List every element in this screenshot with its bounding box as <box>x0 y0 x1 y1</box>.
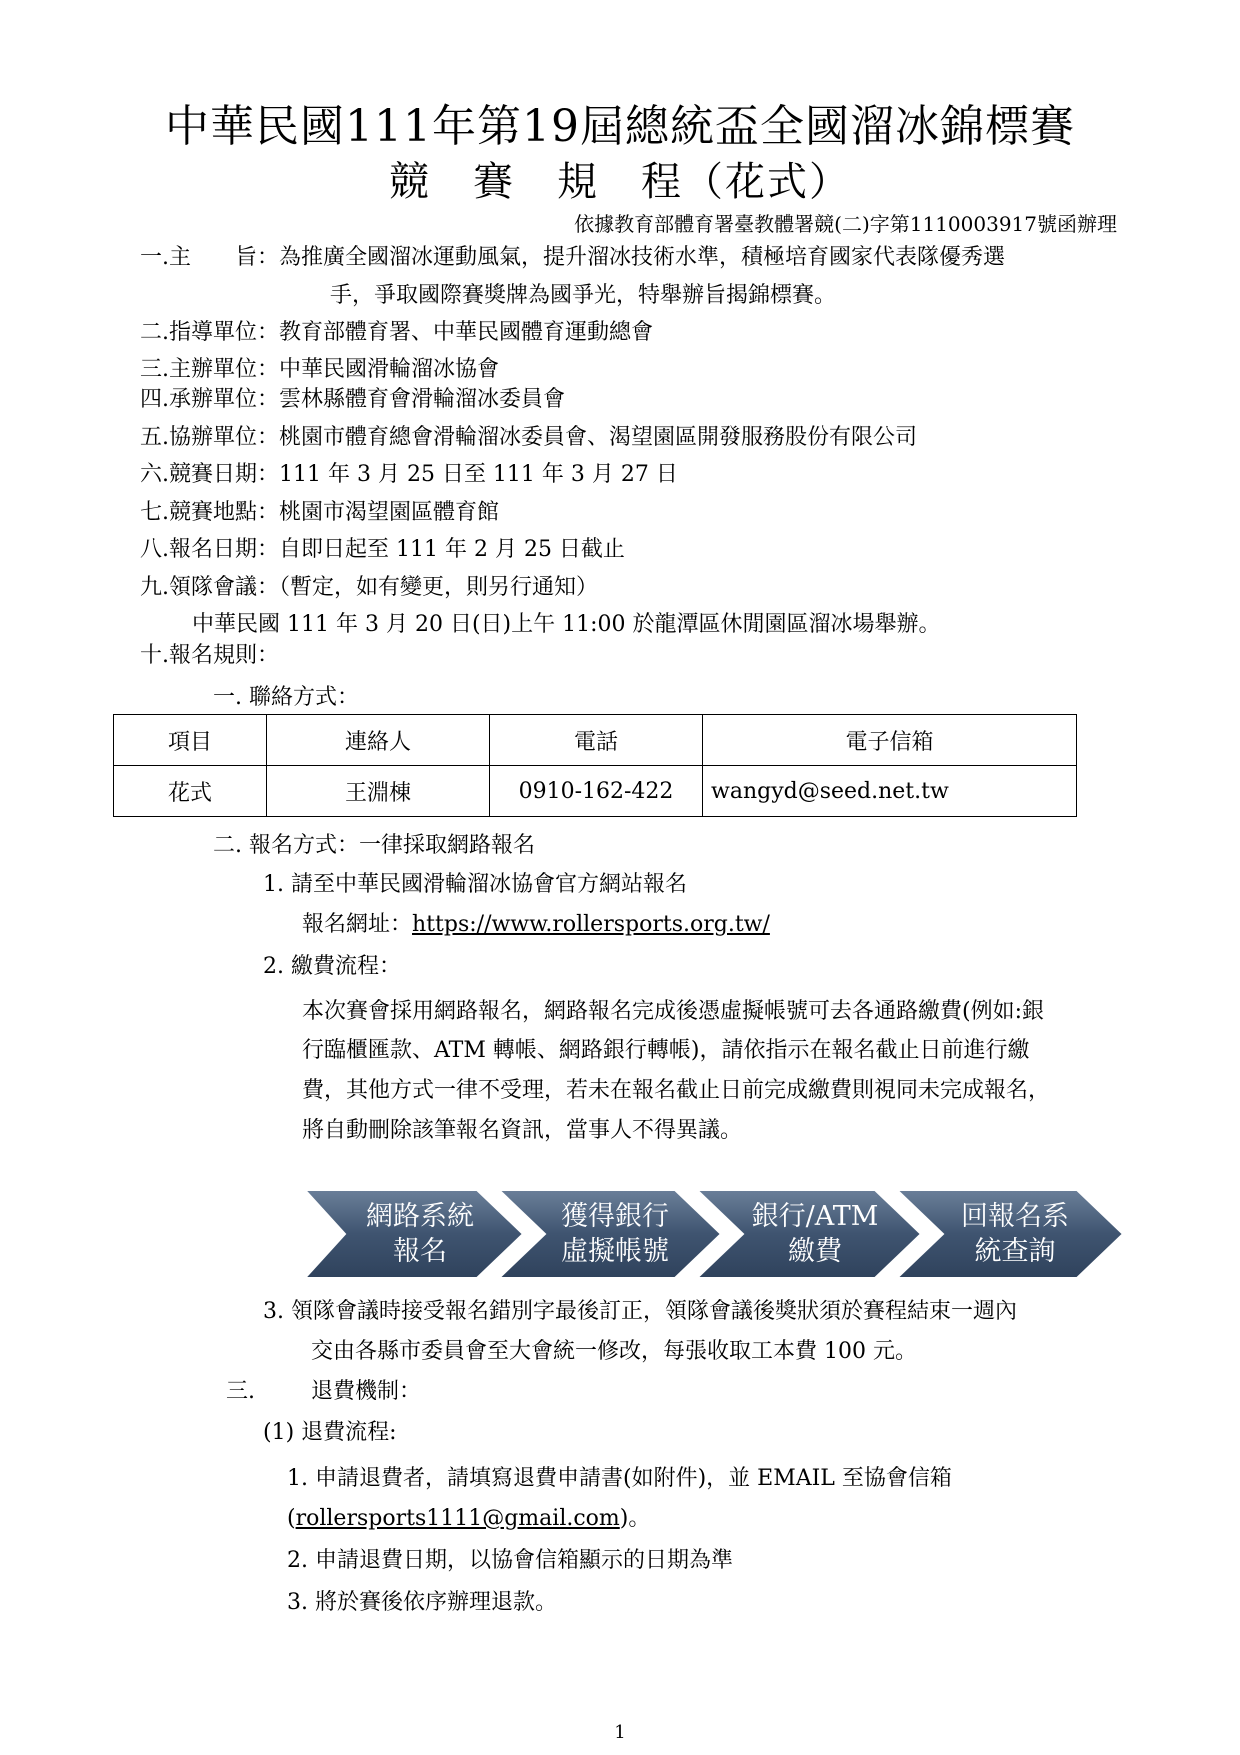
table-cell-email[interactable]: wangyd@seed.net.tw <box>703 766 1077 817</box>
refund-email-line <box>287 1504 650 1534</box>
registration-item-2: 2. 繳費流程： <box>263 954 401 979</box>
section-host: 四.承辦單位：雲林縣體育會滑輪溜冰委員會 <box>140 387 565 412</box>
section-registration-date: 八.報名日期：自即日起至 111 年 2 月 25 日截止 <box>140 537 625 562</box>
table-cell-category: 花式 <box>114 766 267 817</box>
payment-paragraph-line: 本次賽會採用網路報名，網路報名完成後憑虛擬帳號可去各通路繳費(例如:銀 <box>302 999 1044 1024</box>
table-row <box>114 766 1077 817</box>
refund-email-close: )。 <box>619 1506 651 1531</box>
flow-step-3-line2: 繳費 <box>788 1236 842 1267</box>
flow-step-4-line1: 回報名系 <box>961 1201 1069 1232</box>
table-cell-contact: 王淵棟 <box>267 766 490 817</box>
refund-process-heading: (1) 退費流程: <box>263 1420 397 1445</box>
flow-step-3-line1: 銀行/ATM <box>751 1201 879 1232</box>
refund-item-1: 1. 申請退費者，請填寫退費申請書(如附件)，並 EMAIL 至協會信箱 <box>287 1466 952 1491</box>
flow-step-4 <box>897 1190 1123 1278</box>
registration-url-line <box>302 910 770 940</box>
contact-heading: 一. 聯絡方式： <box>213 685 359 710</box>
refund-email-open-paren: ( <box>287 1506 296 1531</box>
section-team-meeting: 九.領隊會議：（暫定，如有變更，則另行通知） <box>140 575 598 600</box>
flow-step-2-line1: 獲得銀行 <box>561 1201 669 1232</box>
flow-step-3 <box>697 1190 921 1278</box>
registration-item-3: 3. 領隊會議時接受報名錯別字最後訂正，領隊會議後獎狀須於賽程結束一週內 <box>263 1299 1017 1324</box>
legal-basis: 依據教育部體育署臺教體署競(二)字第1110003917號函辦理 <box>574 212 1117 236</box>
section-co-organizer: 五.協辦單位：桃園市體育總會滑輪溜冰委員會、渴望園區開發服務股份有限公司 <box>140 425 917 450</box>
refund-item-2: 2. 申請退費日期，以協會信箱顯示的日期為準 <box>287 1548 733 1573</box>
registration-url-link[interactable]: https://www.rollersports.org.tw/ <box>412 912 770 937</box>
payment-paragraph-line: 費，其他方式一律不受理，若未在報名截止日前完成繳費則視同未完成報名， <box>302 1078 1051 1103</box>
section-purpose-text-b: 手，爭取國際賽獎牌為國爭光，特舉辦旨揭錦標賽。 <box>330 283 837 308</box>
refund-email-link[interactable]: rollersports1111@gmail.com <box>295 1506 620 1531</box>
section-registration-rules: 十.報名規則： <box>140 643 279 668</box>
refund-heading: 退費機制： <box>311 1379 422 1404</box>
section-purpose-text-a: 為推廣全國溜冰運動風氣，提升溜冰技術水準，積極培育國家代表隊優秀選 <box>279 245 1006 270</box>
refund-heading-number: 三. <box>226 1379 255 1404</box>
table-header-cell: 電子信箱 <box>703 715 1077 766</box>
document-subtitle: 競 賽 規 程（花式） <box>389 159 851 205</box>
section-supervisor: 二.指導單位：教育部體育署、中華民國體育運動總會 <box>140 320 653 345</box>
table-cell-phone: 0910-162-422 <box>490 766 703 817</box>
section-organizer: 三.主辦單位：中華民國滑輪溜冰協會 <box>140 357 499 382</box>
registration-item-3-cont: 交由各縣市委員會至大會統一修改，每張收取工本費 100 元。 <box>311 1339 917 1364</box>
payment-flow-diagram <box>305 1188 1125 1280</box>
contact-table <box>113 714 1077 817</box>
flow-step-1-line1: 網路系統 <box>366 1201 474 1232</box>
document-title: 中華民國111年第19屆總統盃全國溜冰錦標賽 <box>165 101 1075 152</box>
payment-paragraph-line: 行臨櫃匯款、ATM 轉帳、網路銀行轉帳)，請依指示在報名截止日前進行繳 <box>302 1038 1030 1063</box>
table-header-cell: 連絡人 <box>267 715 490 766</box>
flow-step-4-line2: 統查詢 <box>974 1236 1056 1267</box>
refund-item-3: 3. 將於賽後依序辦理退款。 <box>287 1590 557 1615</box>
payment-paragraph-line: 將自動刪除該筆報名資訊，當事人不得異議。 <box>302 1118 743 1143</box>
flow-step-2-line2: 虛擬帳號 <box>561 1236 669 1267</box>
registration-method-heading: 二. 報名方式：一律採取網路報名 <box>213 833 535 858</box>
section-date: 六.競賽日期：111 年 3 月 25 日至 111 年 3 月 27 日 <box>140 462 678 487</box>
team-meeting-detail: 中華民國 111 年 3 月 20 日(日)上午 11:00 於龍潭區休閒園區溜冰場舉辦。 <box>192 612 941 637</box>
flow-step-1-line2: 報名 <box>393 1236 447 1267</box>
registration-url-label: 報名網址： <box>302 912 413 937</box>
table-header-row <box>114 715 1077 766</box>
section-purpose-label: 一.主 旨： <box>140 245 279 270</box>
registration-item-1: 1. 請至中華民國滑輪溜冰協會官方網站報名 <box>263 872 687 897</box>
section-venue: 七.競賽地點：桃園市渴望園區體育館 <box>140 500 499 525</box>
flow-step-1 <box>305 1190 523 1278</box>
table-header-cell: 項目 <box>114 715 267 766</box>
table-header-cell: 電話 <box>490 715 703 766</box>
section-purpose <box>140 243 1005 273</box>
flow-step-2 <box>499 1190 721 1278</box>
page-number: 1 <box>614 1722 626 1743</box>
